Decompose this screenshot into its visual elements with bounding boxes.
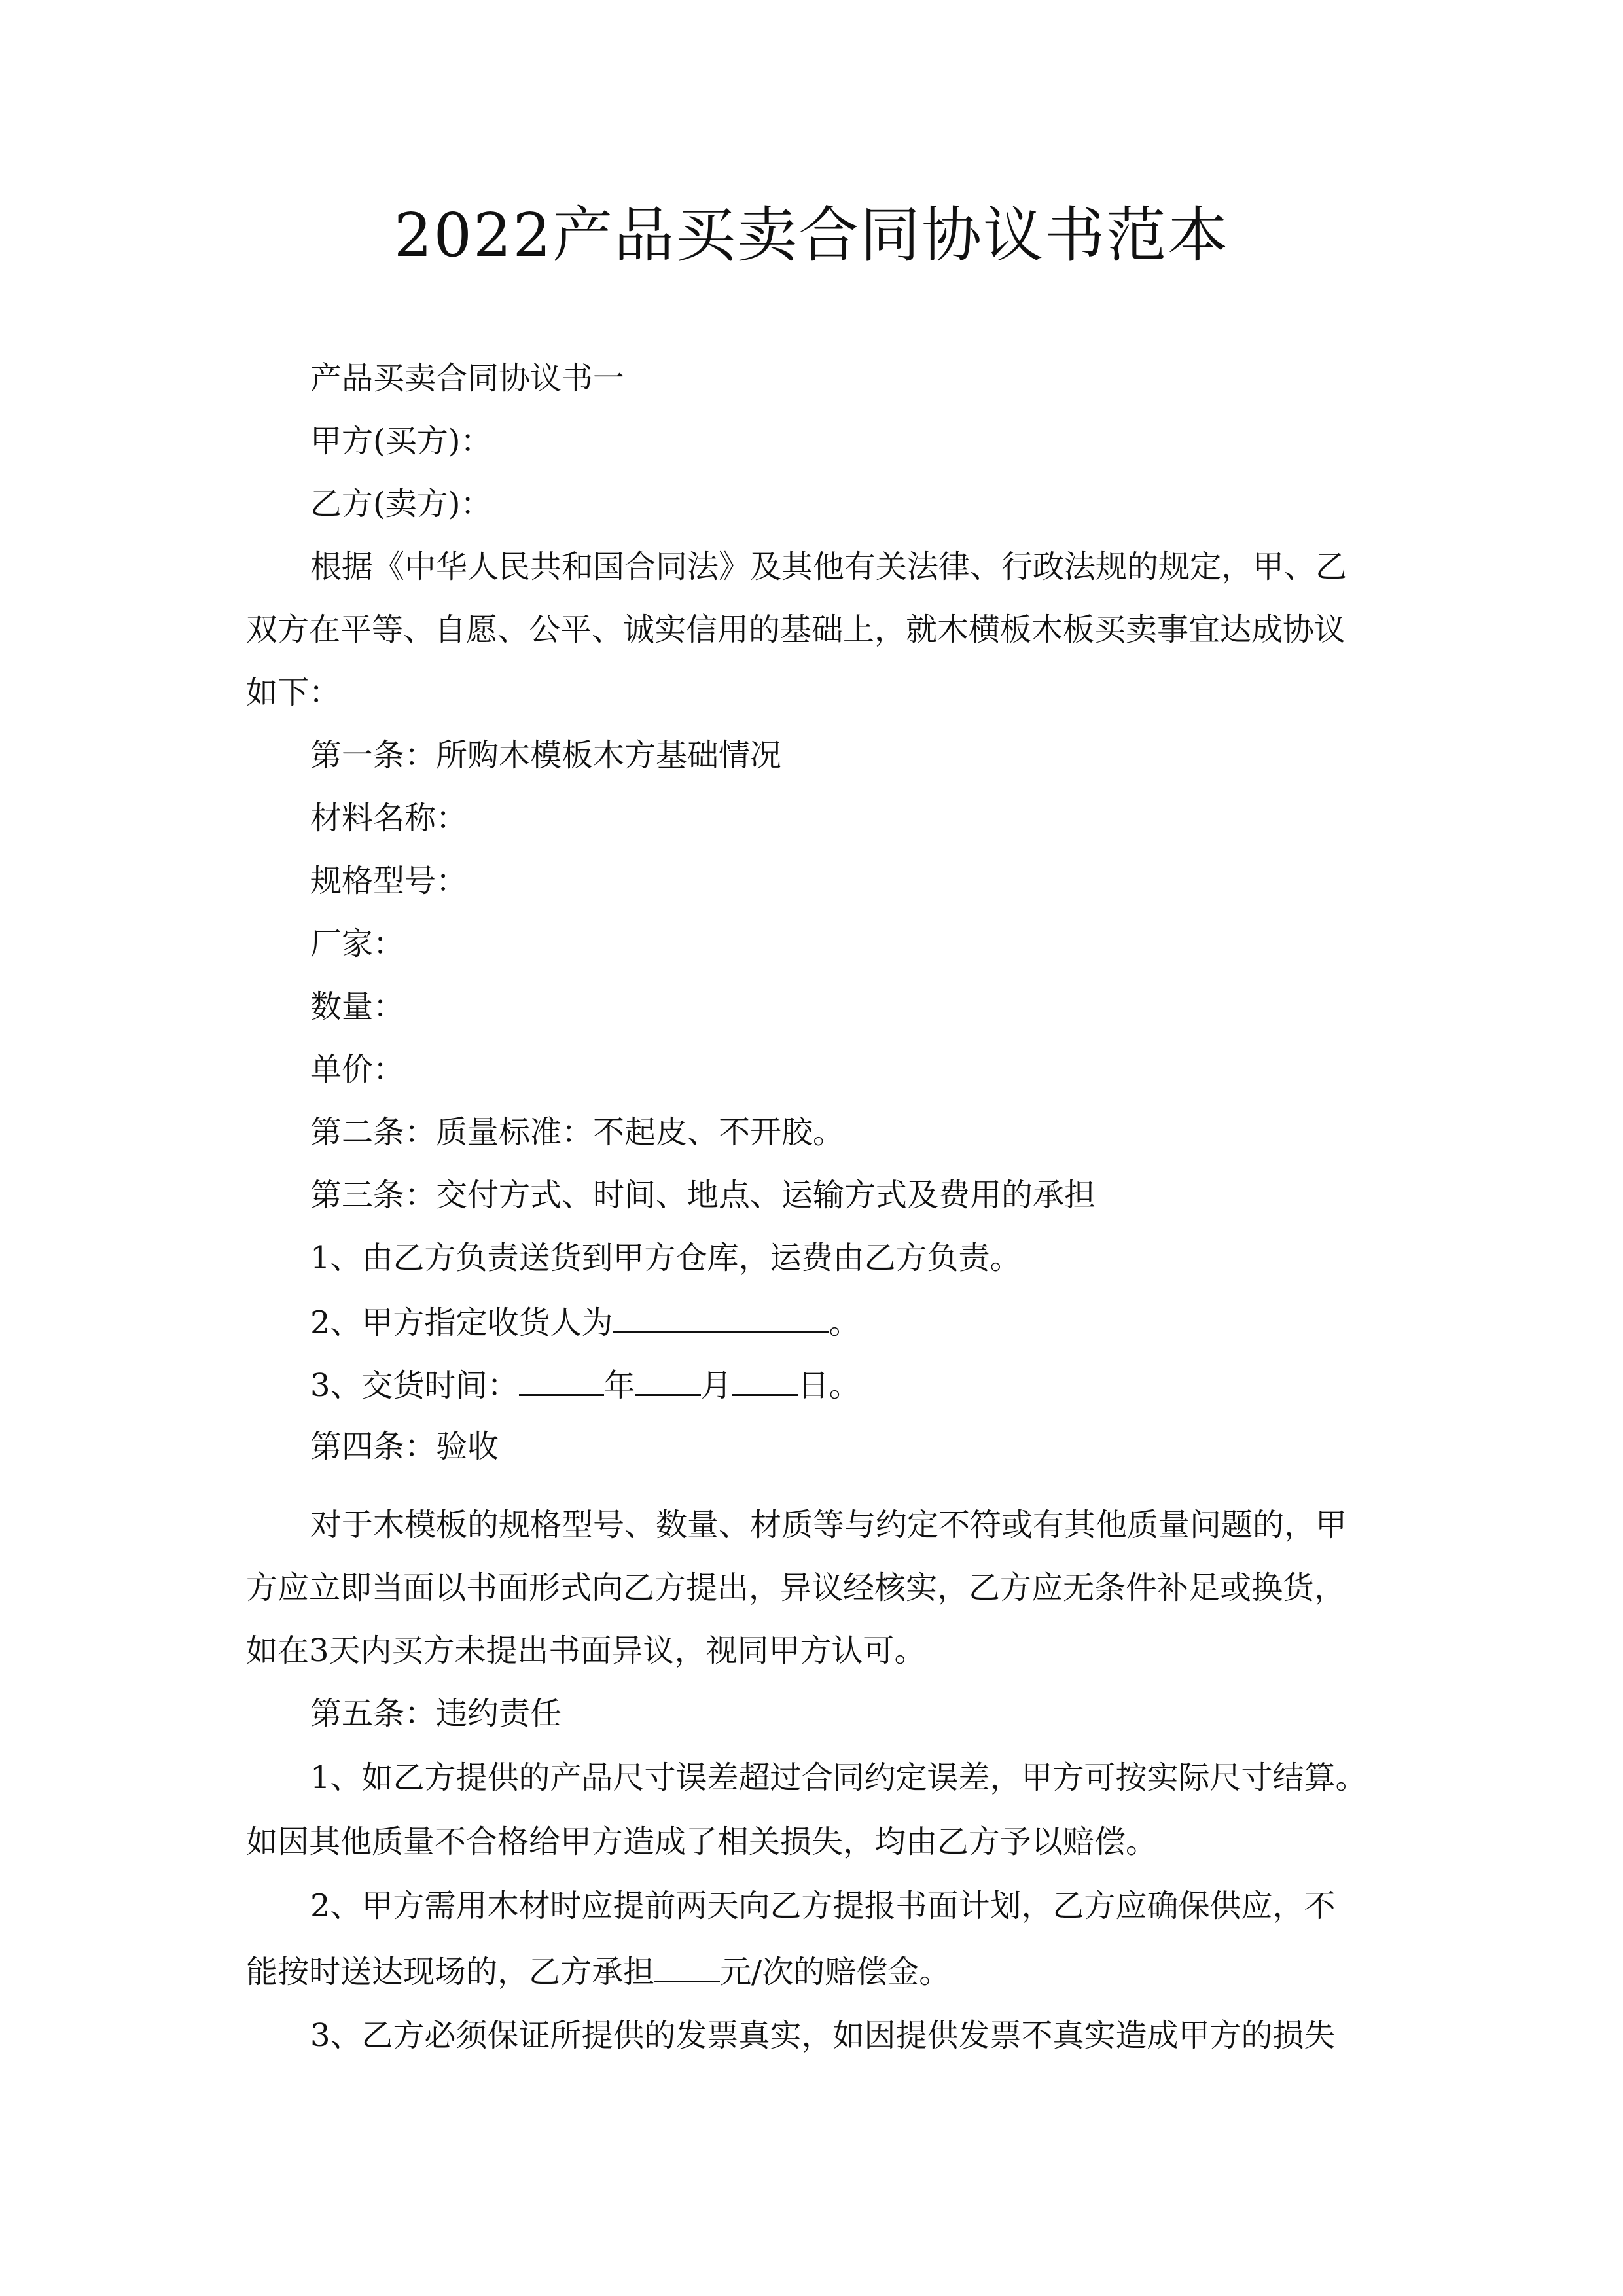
article-4-heading: 第四条：验收	[310, 1428, 499, 1465]
party-a-label: 甲方(买方)：	[310, 423, 492, 459]
article-5-heading: 第五条：违约责任	[310, 1695, 562, 1732]
quantity-label: 数量：	[310, 988, 405, 1025]
paragraph-line: 如在3天内买方未提出书面异议，视同甲方认可。	[246, 1632, 926, 1669]
receiver-blank	[613, 1301, 829, 1333]
spec-model-label: 规格型号：	[310, 863, 468, 899]
month-blank	[635, 1364, 701, 1396]
receiver-label: 2、甲方指定收货人为	[310, 1304, 613, 1341]
paragraph-line: 3、乙方必须保证所提供的发票真实，如因提供发票不真实造成甲方的损失	[310, 2017, 1336, 2054]
article-3-heading: 第三条：交付方式、时间、地点、运输方式及费用的承担	[310, 1177, 1096, 1213]
paragraph-line: 如下：	[246, 674, 341, 711]
manufacturer-label: 厂家：	[310, 925, 405, 962]
receiver-suffix: 。	[829, 1304, 861, 1341]
paragraph-line: 方应立即当面以书面形式向乙方提出，异议经核实，乙方应无条件补足或换货，	[246, 1570, 1346, 1606]
paragraph-line: 2、甲方需用木材时应提前两天向乙方提报书面计划，乙方应确保供应，不	[310, 1888, 1336, 1924]
material-name-label: 材料名称：	[310, 800, 468, 836]
paragraph-line: 如因其他质量不合格给甲方造成了相关损失，均由乙方予以赔偿。	[246, 1823, 1158, 1860]
paragraph-line: 1、如乙方提供的产品尺寸误差超过合同约定误差，甲方可按实际尺寸结算。	[310, 1759, 1367, 1796]
compensation-label: 能按时送达现场的，乙方承担	[246, 1954, 655, 1990]
day-label: 日。	[797, 1367, 861, 1404]
month-label: 月	[700, 1367, 732, 1404]
delivery-date-line	[246, 1364, 1449, 1405]
section-heading: 产品买卖合同协议书一	[310, 360, 625, 397]
article-2-heading: 第二条：质量标准：不起皮、不开胶。	[310, 1114, 845, 1151]
paragraph-line: 根据《中华人民共和国合同法》及其他有关法律、行政法规的规定，甲、乙	[310, 548, 1347, 585]
year-blank	[519, 1364, 604, 1396]
paragraph-line: 1、由乙方负责送货到甲方仓库，运费由乙方负责。	[310, 1240, 1022, 1276]
unit-price-label: 单价：	[310, 1051, 405, 1088]
delivery-date-label: 3、交货时间：	[310, 1367, 519, 1404]
paragraph-line: 双方在平等、自愿、公平、诚实信用的基础上，就木横板木板买卖事宜达成协议	[246, 611, 1346, 648]
document-title: 2022产品买卖合同协议书范本	[393, 200, 1230, 270]
compensation-line	[246, 1950, 1385, 1992]
paragraph-line: 对于木模板的规格型号、数量、材质等与约定不符或有其他质量问题的，甲	[310, 1507, 1347, 1543]
party-b-label: 乙方(卖方)：	[310, 486, 492, 522]
day-blank	[732, 1364, 798, 1396]
year-label: 年	[603, 1367, 635, 1404]
article-1-heading: 第一条：所购木模板木方基础情况	[310, 737, 782, 774]
compensation-suffix: 元/次的赔偿金。	[720, 1954, 951, 1990]
compensation-blank	[654, 1950, 720, 1982]
receiver-line	[246, 1301, 1449, 1342]
